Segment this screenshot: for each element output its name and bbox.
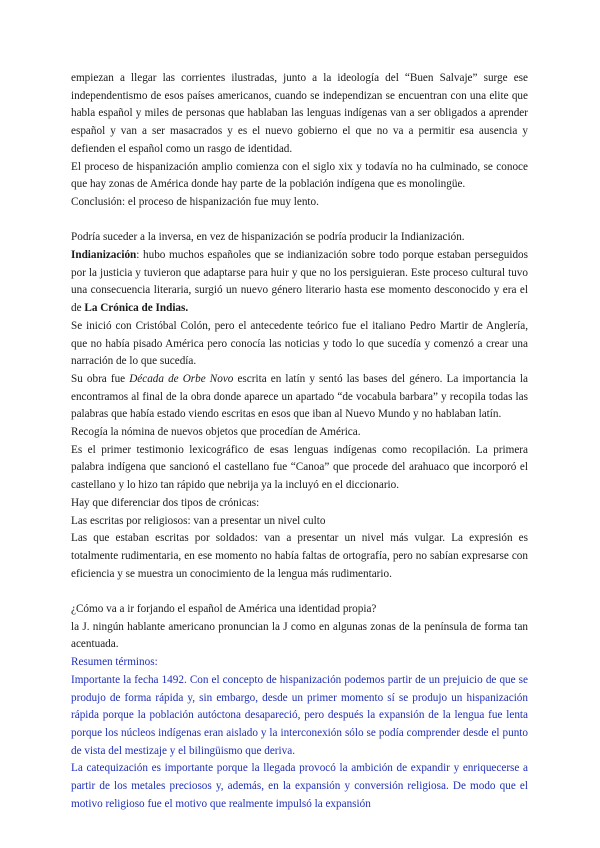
paragraph-fecha-1492: Importante la fecha 1492. Con el concepto de hispanización podemos partir de un prejuicio de que se produjo de forma rápida y, sin embargo, desde un primer momento sí se produjo un hispanización rápida porque la población autóctona desapareció, pero después la expansión de la lengua fue lenta porque los núcleos indígenas eran aislado y la interconexión sólo se podía comprender desde el punto de vista del mestizaje y el bilingüismo que deriva. [71, 673, 528, 757]
paragraph-inversa: Podría suceder a la inversa, en vez de hispanización se podría producir la Indianización. [71, 231, 465, 244]
paragraph-religiosos: Las escritas por religiosos: van a presentar un nivel culto [71, 514, 326, 527]
indianizacion-text: : hubo muchos españoles que se indianización sobre todo porque estaban perseguidos por la justicia y tuvieron que adaptarse para huir y que no los persiguieran. Este proceso cultural tuvo una consecuencia literaria, surgió un nuevo género literario hasta ese momento desconocido y era el de [71, 249, 528, 315]
paragraph-conclusion: Conclusión: el proceso de hispanización fue muy lento. [71, 195, 319, 208]
paragraph-nomina: Recogía la nómina de nuevos objetos que procedían de América. [71, 426, 361, 439]
term-cronica-de-indias: La Crónica de Indias. [84, 302, 189, 315]
blank-line [71, 212, 528, 230]
paragraph-soldados: Las que estaban escritas por soldados: van a presentar un nivel más vulgar. La expresión es totalmente rudimentaria, en ese momento no había faltas de ortografía, pero no sabían expresarse con eficiencia y se muestra un conocimiento de la lengua más rudimentario. [71, 532, 528, 580]
paragraph-testimonio: Es el primer testimonio lexicográfico de esas lenguas indígenas como recopilación. La primera palabra indígena que sancionó el castellano fue “Canoa” que procede del arahuaco que incorporó el castellano y lo hizo tan rápido que nebrija ya la incluyó en el diccionario. [71, 443, 528, 492]
paragraph-identidad-question: ¿Cómo va a ir forjando el español de América una identidad propia? [71, 603, 377, 616]
paragraph-indianizacion [71, 247, 528, 318]
blank-line [71, 583, 528, 601]
obra-intro: Su obra fue [71, 372, 130, 385]
paragraph-hispanizacion-amplio: El proceso de hispanización amplio comienza con el siglo xix y todavía no ha culminado, se conoce que hay zonas de América donde hay parte de la población indígena que es monolingüe. [71, 160, 528, 191]
document-page [71, 70, 528, 814]
work-title: Década de Orbe Novo [129, 372, 234, 385]
heading-resumen-terminos: Resumen términos: [71, 656, 158, 669]
paragraph-decada-orbe-novo [71, 371, 528, 424]
paragraph-la-j: la J. ningún hablante americano pronuncian la J como en algunas zonas de la península de forma tan acentuada. [71, 620, 528, 651]
term-indianizacion: Indianización [71, 249, 137, 262]
paragraph-tipos-cronicas: Hay que diferenciar dos tipos de crónicas: [71, 496, 260, 509]
obra-text: escrita en latín y sentó las bases del género. La importancia la encontramos al final de la obra donde aparece un apartado “de vocabula barbara” y recopila todas las palabras que había estado viendo escritas en esos que iban al Nuevo Mundo y no hablaban latín. [71, 372, 528, 421]
paragraph-buen-salvaje: empiezan a llegar las corrientes ilustradas, junto a la ideología del “Buen Salvaje” surge ese independentismo de esos países americanos, cuando se independizan se encuentran con una elite que habla español y miles de personas que hablaban las lenguas indígenas van a ser obligados a aprender español y van a ser masacrados y es el nuevo gobierno el que no va a permitir esa ausencia y defienden el español como un rasgo de identidad. [71, 72, 528, 155]
paragraph-colon: Se inició con Cristóbal Colón, pero el antecedente teórico fue el italiano Pedro Martir de Anglería, que no había pisado América pero conocía las noticias y todo lo que sucedía y comenzó a crear una narración de lo que sucedía. [71, 319, 528, 368]
paragraph-catequizacion: La catequización es importante porque la llegada provocó la ambición de expandir y enriquecerse a partir de los metales preciosos y, además, en la expansión y conversión religiosa. De modo que el motivo religioso fue el motivo que realmente impulsó la expansión [71, 762, 528, 810]
